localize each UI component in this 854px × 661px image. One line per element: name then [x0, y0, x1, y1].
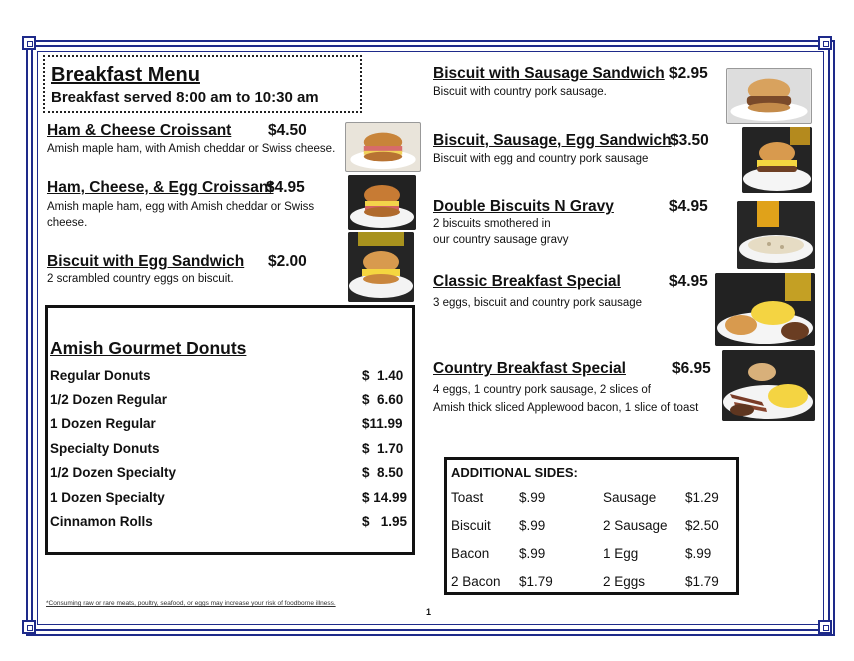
item-price: $4.95 [266, 179, 305, 196]
corner-ornament [818, 36, 832, 50]
donut-price: $ 14.99 [362, 490, 408, 505]
donut-name: 1/2 Dozen Regular [50, 392, 168, 407]
item-name: Ham, Cheese, & Egg Croissant [47, 179, 274, 196]
egg-croissant-photo [348, 175, 416, 230]
classic-special-photo [715, 273, 815, 346]
menu-hours: Breakfast served 8:00 am to 10:30 am [51, 89, 319, 106]
item-description: 2 scrambled country eggs on biscuit. [47, 273, 234, 285]
side-price: $1.79 [685, 574, 719, 589]
side-name: Bacon [451, 546, 490, 561]
item-description-line: 4 eggs, 1 country pork sausage, 2 slices of [433, 384, 651, 396]
item-description: Biscuit with country pork sausage. [433, 86, 607, 98]
sides-title: ADDITIONAL SIDES: [451, 465, 578, 480]
item-price: $3.50 [670, 132, 709, 149]
side-name: 2 Sausage [603, 518, 668, 533]
item-price: $2.95 [669, 65, 708, 82]
egg-biscuit-photo [348, 232, 414, 302]
menu-title-box [43, 55, 362, 113]
item-price: $4.95 [669, 198, 708, 215]
side-price: $.99 [519, 490, 546, 505]
item-description: 3 eggs, biscuit and country pork sausage [433, 297, 643, 309]
food-safety-footnote: *Consuming raw or rare meats, poultry, seafood, or eggs may increase your risk of foodborne illness. [46, 600, 336, 607]
item-description: Amish maple ham, egg with Amish cheddar or Swiss cheese. [47, 201, 315, 229]
item-description: Amish maple ham, with Amish cheddar or Swiss cheese. [47, 143, 336, 155]
side-price: $2.50 [685, 518, 719, 533]
donut-price: $ 1.95 [362, 514, 408, 529]
donuts-title: Amish Gourmet Donuts [50, 338, 247, 358]
item-description-line: Amish thick sliced Applewood bacon, 1 slice of toast [433, 402, 699, 414]
side-name: Sausage [603, 490, 657, 505]
corner-ornament [22, 36, 36, 50]
side-price: $.99 [519, 546, 546, 561]
item-price: $6.95 [672, 360, 711, 377]
item-name: Ham & Cheese Croissant [47, 122, 232, 139]
corner-ornament [22, 620, 36, 634]
side-name: Toast [451, 490, 484, 505]
side-price: $.99 [685, 546, 712, 561]
biscuits-gravy-photo [737, 201, 815, 269]
donut-price: $ 1.70 [362, 441, 404, 456]
donut-price: $11.99 [362, 416, 403, 431]
croissant-photo [345, 122, 421, 172]
donut-price: $ 1.40 [362, 368, 404, 383]
donut-name: 1 Dozen Regular [50, 416, 156, 431]
donut-name: Cinnamon Rolls [50, 514, 153, 529]
side-price: $1.79 [519, 574, 553, 589]
country-special-photo [722, 350, 815, 421]
donut-name: 1 Dozen Specialty [50, 490, 165, 505]
side-price: $1.29 [685, 490, 719, 505]
donut-name: Regular Donuts [50, 368, 151, 383]
side-name: Biscuit [451, 518, 491, 533]
item-name: Biscuit with Sausage Sandwich [433, 65, 665, 82]
item-name: Biscuit with Egg Sandwich [47, 253, 245, 270]
item-price: $4.95 [669, 273, 708, 290]
menu-title: Breakfast Menu [51, 64, 200, 86]
donut-price: $ 8.50 [362, 465, 404, 480]
item-name: Classic Breakfast Special [433, 273, 621, 290]
side-price: $.99 [519, 518, 546, 533]
sausage-egg-biscuit-photo [742, 127, 812, 193]
item-description-line: our country sausage gravy [433, 234, 569, 246]
item-price: $4.50 [268, 122, 307, 139]
donut-name: Specialty Donuts [50, 441, 160, 456]
side-name: 2 Bacon [451, 574, 501, 589]
item-name: Biscuit, Sausage, Egg Sandwich [433, 132, 672, 149]
item-price: $2.00 [268, 253, 307, 270]
item-description: Biscuit with egg and country pork sausage [433, 153, 649, 165]
corner-ornament [818, 620, 832, 634]
item-description-line: 2 biscuits smothered in [433, 218, 551, 230]
donut-price: $ 6.60 [362, 392, 404, 407]
page-number: 1 [426, 607, 432, 617]
side-name: 1 Egg [603, 546, 639, 561]
donut-name: 1/2 Dozen Specialty [50, 465, 177, 480]
item-name: Country Breakfast Special [433, 360, 626, 377]
sausage-biscuit-photo [726, 68, 812, 124]
side-name: 2 Eggs [603, 574, 646, 589]
item-name: Double Biscuits N Gravy [433, 198, 614, 215]
